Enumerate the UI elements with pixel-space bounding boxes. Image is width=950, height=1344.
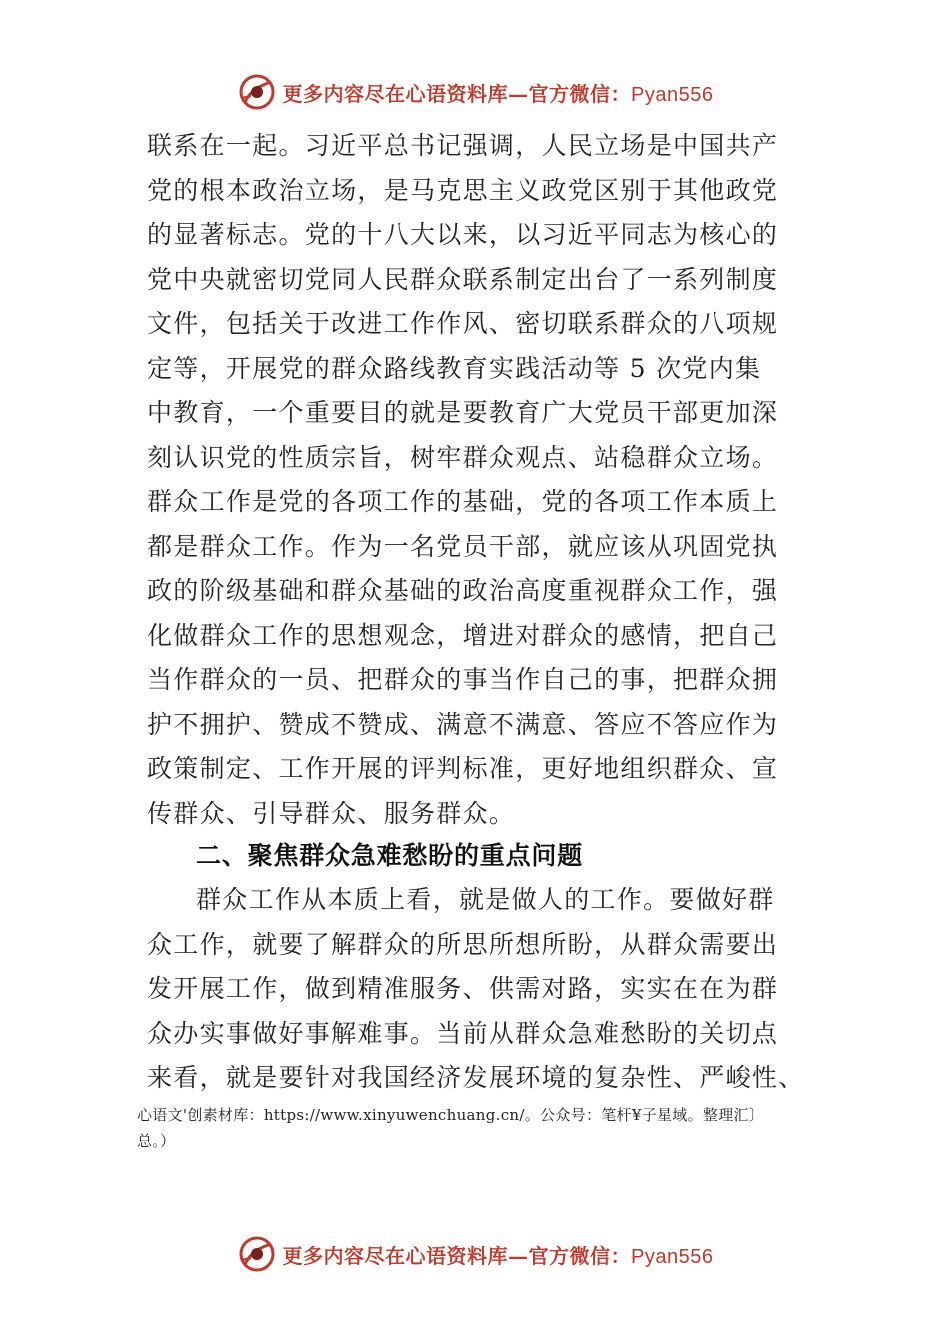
text-line: 来看，就是要针对我国经济发展环境的复杂性、严峻性、 [147,1063,805,1092]
text-line: 化做群众工作的思想观念，增进对群众的感情，把自己 [147,620,779,650]
text-line: 文件，包括关于改进工作作风、密切联系群众的八项规 [147,309,779,338]
brand-logo-icon [237,1234,277,1274]
wechat-id: Pyan556 [631,83,714,106]
section-heading: 二、聚焦群众急难愁盼的重点问题 [196,841,584,870]
text-line: 定等，开展党的群众路线教育实践活动等 5 次党内集 [147,353,762,383]
text-line: 政的阶级基础和群众基础的政治高度重视群众工作，强 [147,576,779,605]
text-line: 的显著标志。党的十八大以来，以习近平同志为核心的 [147,220,779,249]
text-line: 都是群众工作。作为一名党员干部，就应该从巩固党执 [147,531,779,561]
footer-banner [0,1232,950,1276]
text-line: 传群众、引导群众、服务群众。 [147,798,516,828]
text-line: 众工作，就要了解群众的所思所想所盼，从群众需要出 [147,929,779,959]
text-line: 群众工作从本质上看，就是做人的工作。要做好群 [196,885,775,914]
footnote [137,1102,827,1154]
footnote-line: 心语文'创素材库：https://www.xinyuwenchuang.cn/。公众号：笔杆¥子星域。整理汇〕 [137,1106,765,1124]
text-line: 政策制定、工作开展的评判标准，更好地组织群众、宣 [147,754,779,783]
text-line: 党中央就密切党同人民群众联系制定出台了一系列制度 [147,264,779,294]
text-line: 护不拥护、赞成不赞成、满意不满意、答应不答应作为 [147,709,779,739]
header-banner [0,70,950,114]
text-line: 群众工作是党的各项工作的基础，党的各项工作本质上 [147,487,779,516]
banner-text: 更多内容尽在心语资料库—官方微信：Pyan556 [282,1243,714,1268]
text-line: 当作群众的一员、把群众的事当作自己的事，把群众拥 [147,665,779,694]
text-line: 联系在一起。习近平总书记强调，人民立场是中国共产 [147,131,779,160]
text-line: 刻认识党的性质宗旨，树牢群众观点、站稳群众立场。 [147,442,779,472]
text-line: 众办实事做好事解难事。当前从群众急难愁盼的关切点 [147,1018,779,1048]
text-line: 中教育，一个重要目的就是要教育广大党员干部更加深 [147,398,779,427]
footnote-line: 总。） [137,1132,176,1150]
text-line: 党的根本政治立场，是马克思主义政党区别于其他政党 [147,175,779,205]
wechat-id: Pyan556 [631,1245,714,1268]
banner-text: 更多内容尽在心语资料库—官方微信：Pyan556 [282,81,714,106]
paragraph-2 [147,878,812,1101]
text-line: 发开展工作，做到精准服务、供需对路，实实在在为群 [147,974,779,1003]
paragraph-1 [147,124,812,836]
brand-logo-icon [237,72,277,112]
